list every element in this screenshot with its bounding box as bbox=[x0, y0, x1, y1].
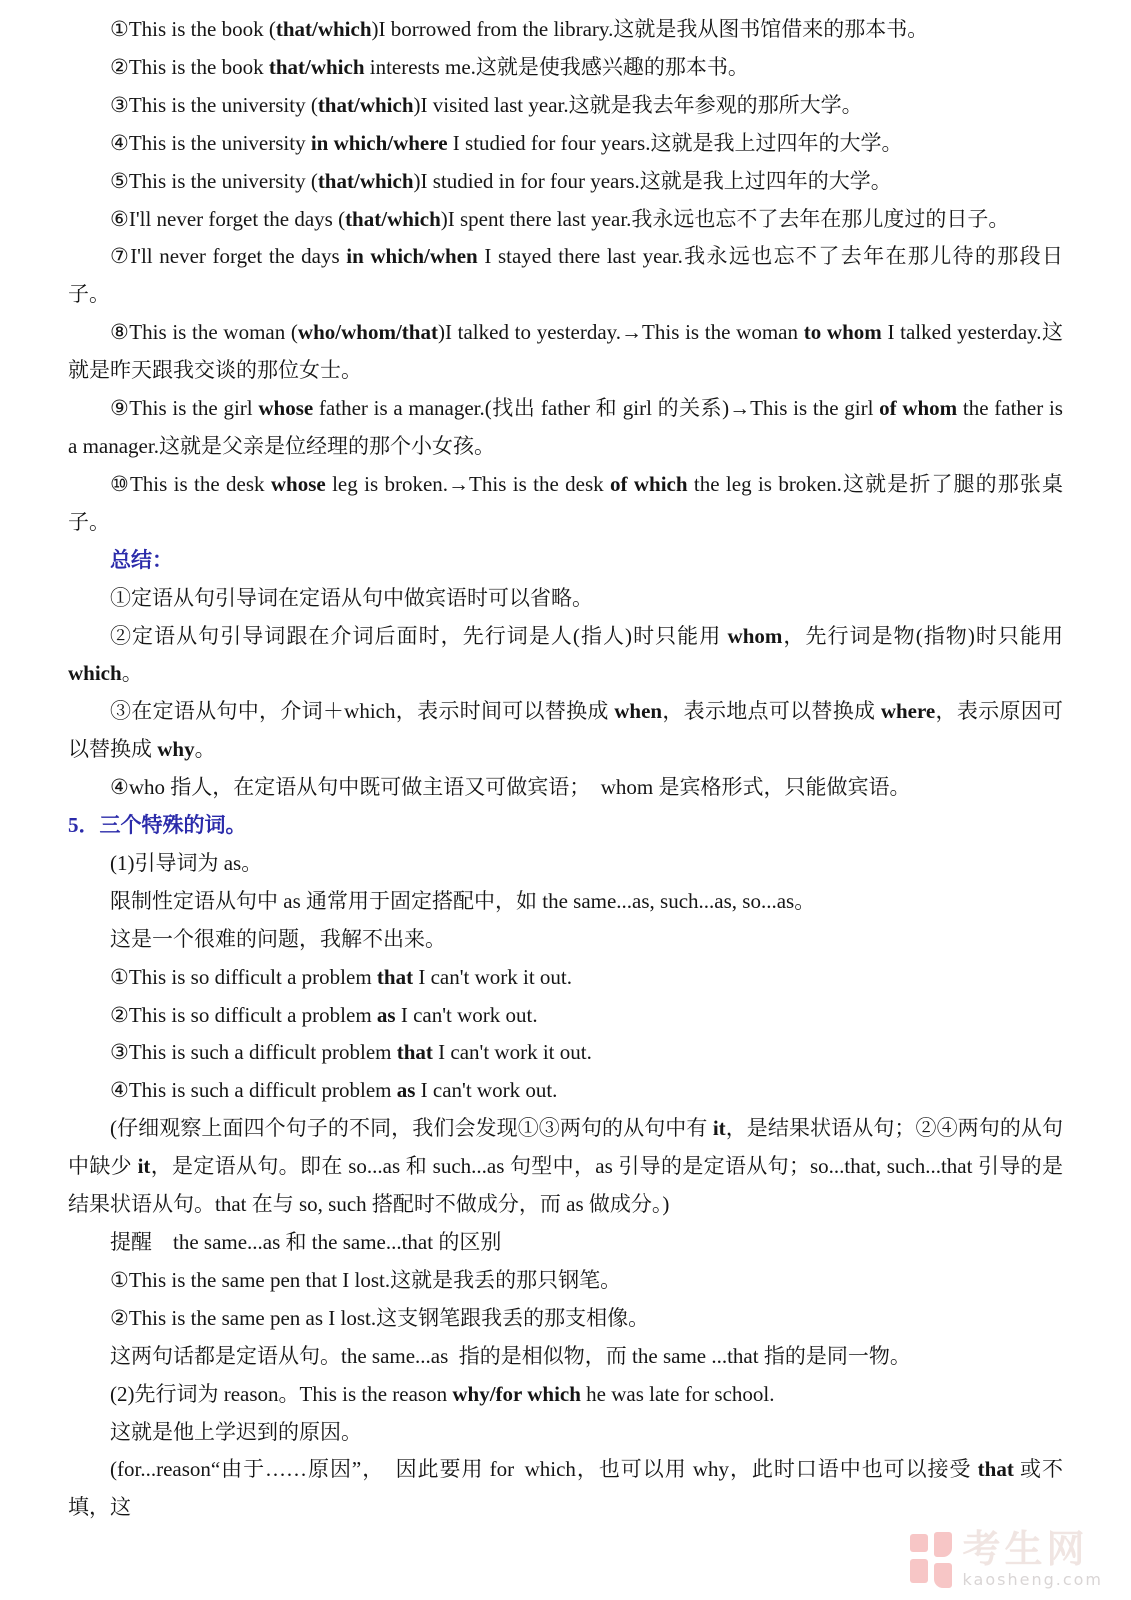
paragraph-point-2-reason bbox=[68, 1376, 1063, 1414]
text-run: (2)先行词为 reason。This is the reason bbox=[110, 1381, 453, 1406]
text-run: ，表示原因可以替换成 bbox=[68, 699, 1064, 762]
paragraph-example-3 bbox=[68, 87, 1063, 125]
paragraph-point-1-as bbox=[68, 845, 1063, 883]
text-run: ，表示地点可以替换成 bbox=[662, 699, 881, 724]
text-run: ，先行词是物(指物)时只能用 bbox=[782, 623, 1063, 648]
text-run: )I spent there last year.我永远也忘不了去年在那儿度过的日子。 bbox=[440, 206, 1010, 231]
bold-text-run: that/which bbox=[275, 17, 372, 41]
text-run: he was late for school. bbox=[580, 1381, 775, 1406]
bold-text-run: in which/when bbox=[346, 244, 478, 269]
text-run: ②This is so difficult a problem bbox=[110, 1002, 377, 1027]
text-run: I can't work out. bbox=[415, 1078, 558, 1103]
bold-text-run: 总结： bbox=[110, 547, 173, 572]
text-run: 。 bbox=[194, 737, 216, 762]
text-run: 这就是他上学迟到的原因。 bbox=[110, 1419, 362, 1444]
text-run: ④This is such a difficult problem bbox=[110, 1078, 397, 1103]
text-run: ④This is the university bbox=[110, 130, 311, 155]
paragraph-summary-3 bbox=[68, 693, 1063, 769]
paragraph-example-6 bbox=[68, 201, 1063, 239]
paragraph-same-pen-example-2 bbox=[68, 1300, 1063, 1338]
text-run: leg is broken.→This is the desk bbox=[325, 471, 610, 496]
text-run: ⑤This is the university ( bbox=[110, 168, 318, 193]
text-run: ②定语从句引导词跟在介词后面时，先行词是人(指人)时只能用 bbox=[110, 623, 728, 648]
text-run: 这是一个很难的问题，我解不出来。 bbox=[110, 926, 446, 951]
paragraph-as-usage-note bbox=[68, 883, 1063, 921]
bold-text-run: of which bbox=[610, 471, 688, 496]
text-run: ⑧This is the woman ( bbox=[110, 320, 298, 345]
text-run: ⑦I'll never forget the days bbox=[110, 244, 347, 269]
logo-block-icon bbox=[910, 1534, 928, 1552]
logo-block-icon bbox=[934, 1563, 952, 1588]
watermark-site-name: 考生网 bbox=[962, 1529, 1089, 1571]
text-run: I stayed there last year.我永远也忘不了去年在那儿待的那段日子。 bbox=[68, 244, 1063, 307]
bold-text-run: where bbox=[880, 699, 936, 724]
paragraph-as-example-3 bbox=[68, 1034, 1063, 1072]
bold-text-run: as bbox=[376, 1002, 396, 1027]
watermark bbox=[910, 1531, 1103, 1588]
paragraph-same-pen-example-1 bbox=[68, 1262, 1063, 1300]
text-run: ④who 指人，在定语从句中既可做主语又可做宾语； whom 是宾格形式，只能做宾语。 bbox=[110, 775, 911, 800]
text-run: ③This is such a difficult problem bbox=[110, 1040, 397, 1065]
text-run: ③This is the university ( bbox=[110, 92, 318, 117]
text-run: ①This is the book ( bbox=[110, 17, 276, 41]
text-run: ，是定语从句。即在 so...as 和 such...as 句型中，as 引导的是定语从句；so...that, such...that 引导的是结果状语从句。that 在与 so, such 搭配时不做成分，而 as 做成分。) bbox=[68, 1154, 1063, 1217]
text-run: ①定语从句引导词在定语从句中做宾语时可以省略。 bbox=[110, 585, 593, 610]
text-run: (仔细观察上面四个句子的不同，我们会发现①③两句的从句中有 bbox=[110, 1116, 713, 1141]
paragraph-as-example-1 bbox=[68, 959, 1063, 997]
text-run: the father is a manager.这就是父亲是位经理的那个小女孩。 bbox=[68, 396, 1063, 458]
bold-text-run: whose bbox=[258, 396, 314, 421]
text-run: 限制性定语从句中 as 通常用于固定搭配中，如 the same...as, such...as, so...as。 bbox=[110, 888, 816, 913]
bold-text-run: that/which bbox=[317, 168, 414, 193]
bold-text-run: as bbox=[396, 1078, 416, 1103]
bold-text-run: it bbox=[712, 1116, 726, 1141]
text-run: ⑥I'll never forget the days ( bbox=[110, 206, 346, 231]
paragraph-example-1 bbox=[68, 11, 1063, 49]
text-run: )I visited last year.这就是我去年参观的那所大学。 bbox=[413, 92, 863, 117]
text-run: the leg is broken.这就是折了腿的那张桌子。 bbox=[68, 471, 1063, 534]
paragraph-example-5 bbox=[68, 163, 1063, 201]
bold-text-run: that/which bbox=[345, 206, 441, 231]
bold-text-run: whom bbox=[727, 623, 783, 648]
bold-text-run: to whom bbox=[803, 320, 882, 345]
watermark-site-domain: kaosheng.com bbox=[962, 1570, 1103, 1589]
text-run: ①This is so difficult a problem bbox=[110, 964, 377, 989]
paragraph-example-7 bbox=[68, 238, 1063, 314]
text-run: 或不填，这 bbox=[68, 1457, 1064, 1520]
bold-text-run: that/which bbox=[268, 54, 365, 79]
bold-text-run: that bbox=[977, 1457, 1014, 1482]
document-body bbox=[68, 11, 1063, 1527]
paragraph-hard-problem-cn bbox=[68, 921, 1063, 959]
logo-block-icon bbox=[910, 1559, 928, 1583]
bold-text-run: of whom bbox=[879, 396, 958, 421]
text-run: I can't work it out. bbox=[432, 1040, 592, 1065]
paragraph-example-9 bbox=[68, 390, 1063, 466]
paragraph-example-2 bbox=[68, 49, 1063, 87]
bold-text-run: when bbox=[614, 699, 663, 724]
text-run: father is a manager.(找出 father 和 girl 的关系)→This is the girl bbox=[313, 396, 880, 421]
bold-text-run: that bbox=[376, 964, 414, 989]
text-run: I talked yesterday.这就是昨天跟我交谈的那位女士。 bbox=[68, 320, 1063, 383]
kaosheng-logo-icon bbox=[910, 1532, 952, 1588]
text-run: )I talked to yesterday.→This is the woman bbox=[437, 320, 804, 345]
bold-text-run: why/for which bbox=[452, 1381, 581, 1406]
paragraph-reminder-line bbox=[68, 1224, 1063, 1262]
text-run: I can't work it out. bbox=[413, 964, 573, 989]
bold-text-run: why bbox=[157, 737, 195, 762]
text-run: (1)引导词为 as。 bbox=[110, 850, 263, 875]
paragraph-for-reason-note bbox=[68, 1451, 1063, 1527]
bold-text-run: it bbox=[137, 1154, 151, 1179]
text-run: (for...reason“由于……原因”， 因此要用 for which，也可以用 why，此时口语中也可以接受 bbox=[110, 1457, 978, 1482]
paragraph-example-10 bbox=[68, 466, 1063, 542]
text-run: ②This is the same pen as I lost.这支钢笔跟我丢的那支相像。 bbox=[110, 1305, 650, 1330]
text-run: )I borrowed from the library.这就是我从图书馆借来的那本书。 bbox=[371, 17, 929, 41]
text-run: ②This is the book bbox=[110, 54, 269, 79]
paragraph-same-as-that-note bbox=[68, 1338, 1063, 1376]
bold-text-run: who/whom/that bbox=[297, 320, 438, 345]
paragraph-as-example-2 bbox=[68, 997, 1063, 1035]
paragraph-as-analysis-note bbox=[68, 1110, 1063, 1224]
bold-text-run: which bbox=[68, 661, 122, 686]
text-run: ①This is the same pen that I lost.这就是我丢的那只钢笔。 bbox=[110, 1267, 622, 1292]
paragraph-reason-cn bbox=[68, 1414, 1063, 1452]
text-run: )I studied in for four years.这就是我上过四年的大学。 bbox=[413, 168, 892, 193]
bold-text-run: that bbox=[396, 1040, 433, 1065]
paragraph-summary-1 bbox=[68, 580, 1063, 618]
bold-text-run: that/which bbox=[317, 92, 414, 117]
text-run: 。 bbox=[121, 661, 143, 686]
paragraph-example-8 bbox=[68, 314, 1063, 390]
text-run: I can't work out. bbox=[395, 1002, 538, 1027]
text-run: 提醒 the same...as 和 the same...that 的区别 bbox=[110, 1230, 502, 1254]
text-run: 这两句话都是定语从句。the same...as 指的是相似物，而 the same ...that 指的是同一物。 bbox=[110, 1343, 911, 1368]
paragraph-section-5-heading bbox=[68, 807, 1063, 845]
text-run: ，是结果状语从句；②④两句的从句中缺少 bbox=[68, 1116, 1064, 1179]
text-run: interests me.这就是使我感兴趣的那本书。 bbox=[364, 54, 749, 79]
text-run: ⑨This is the girl bbox=[110, 396, 259, 421]
bold-text-run: 5．三个特殊的词。 bbox=[68, 813, 247, 838]
text-run: I studied for four years.这就是我上过四年的大学。 bbox=[447, 130, 903, 155]
logo-block-icon bbox=[934, 1532, 952, 1557]
paragraph-as-example-4 bbox=[68, 1072, 1063, 1110]
text-run: ③在定语从句中，介词＋which，表示时间可以替换成 bbox=[110, 699, 615, 724]
paragraph-summary-2 bbox=[68, 618, 1063, 694]
text-run: ⑩This is the desk bbox=[110, 471, 271, 496]
bold-text-run: in which/where bbox=[310, 130, 448, 155]
bold-text-run: whose bbox=[270, 471, 326, 496]
paragraph-summary-4 bbox=[68, 769, 1063, 807]
watermark-text bbox=[963, 1531, 1103, 1588]
paragraph-example-4 bbox=[68, 125, 1063, 163]
paragraph-summary-heading bbox=[68, 542, 1063, 580]
